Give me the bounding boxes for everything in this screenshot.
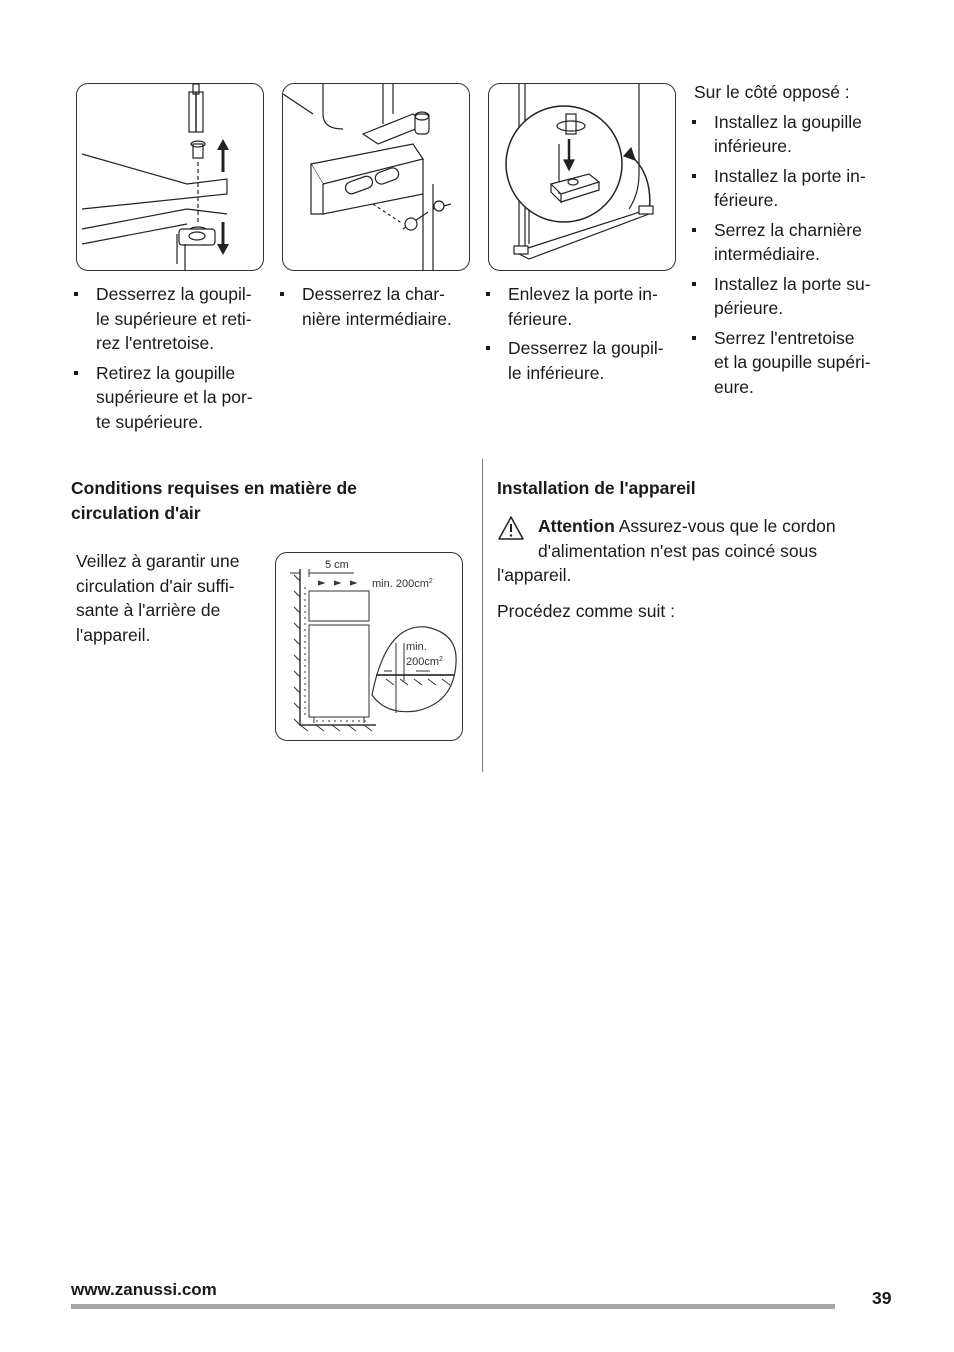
step4-text <box>689 80 899 404</box>
air-circulation-diagram <box>276 553 462 740</box>
attention-text-3: l'appareil. <box>497 565 572 585</box>
step2-text <box>277 282 477 336</box>
list-item: Installez la porte in- férieure. <box>689 164 899 213</box>
page-number: 39 <box>872 1288 892 1308</box>
column-divider <box>482 459 483 772</box>
step3-text <box>483 282 683 390</box>
list-item: Installez la porte su- périeure. <box>689 272 899 321</box>
air-heading <box>71 476 451 525</box>
figure-middle-hinge <box>282 83 470 271</box>
upper-hinge-illustration <box>77 84 263 270</box>
step3-list <box>483 282 683 385</box>
install-heading: Installation de l'appareil <box>497 478 696 498</box>
step2-list <box>277 282 477 331</box>
step1-text <box>71 282 271 439</box>
attention-note <box>497 514 897 588</box>
list-item: Desserrez la goupil- le inférieure. <box>483 336 683 385</box>
step4-intro: Sur le côté opposé : <box>694 82 850 102</box>
attention-label: Attention <box>538 516 615 536</box>
label-5cm: 5 cm <box>325 559 349 571</box>
step4-list <box>689 110 899 400</box>
label-bottom-area: $200cm^2$ <box>406 656 443 668</box>
list-item: Installez la goupille inférieure. <box>689 110 899 159</box>
figure-upper-hinge <box>76 83 264 271</box>
figure-air-circulation <box>275 552 463 741</box>
proceed-text: Procédez comme suit : <box>497 601 675 621</box>
lower-hinge-illustration <box>489 84 675 270</box>
attention-text-1: Assurez-vous que le cordon <box>614 516 836 536</box>
footer-bar <box>71 1304 835 1309</box>
list-item: Serrez l'entretoise et la goupille supéri- eure. <box>689 326 899 400</box>
label-bottom-min: min. <box>406 641 427 653</box>
list-item: Enlevez la porte in- férieure. <box>483 282 683 331</box>
figure-lower-hinge <box>488 83 676 271</box>
air-text: Veillez à garantir une circulation d'air suffi- sante à l'arrière de l'appareil. <box>76 551 240 645</box>
list-item: Retirez la goupille supérieure et la por- te supérieure. <box>71 361 271 435</box>
attention-text-2: d'alimentation n'est pas coincé sous <box>538 540 818 561</box>
middle-hinge-illustration <box>283 84 469 270</box>
step1-list <box>71 282 271 434</box>
list-item: Desserrez la goupil- le supérieure et reti- rez l'entretoise. <box>71 282 271 356</box>
air-heading-line2: circulation d'air <box>71 502 201 523</box>
label-top-min: min. $200cm^2$ <box>372 578 433 590</box>
air-heading-line1: Conditions requises en matière de <box>71 478 357 498</box>
list-item: Desserrez la char- nière intermédiaire. <box>277 282 477 331</box>
footer-url[interactable]: www.zanussi.com <box>71 1280 217 1299</box>
list-item: Serrez la charnière intermédiaire. <box>689 218 899 267</box>
